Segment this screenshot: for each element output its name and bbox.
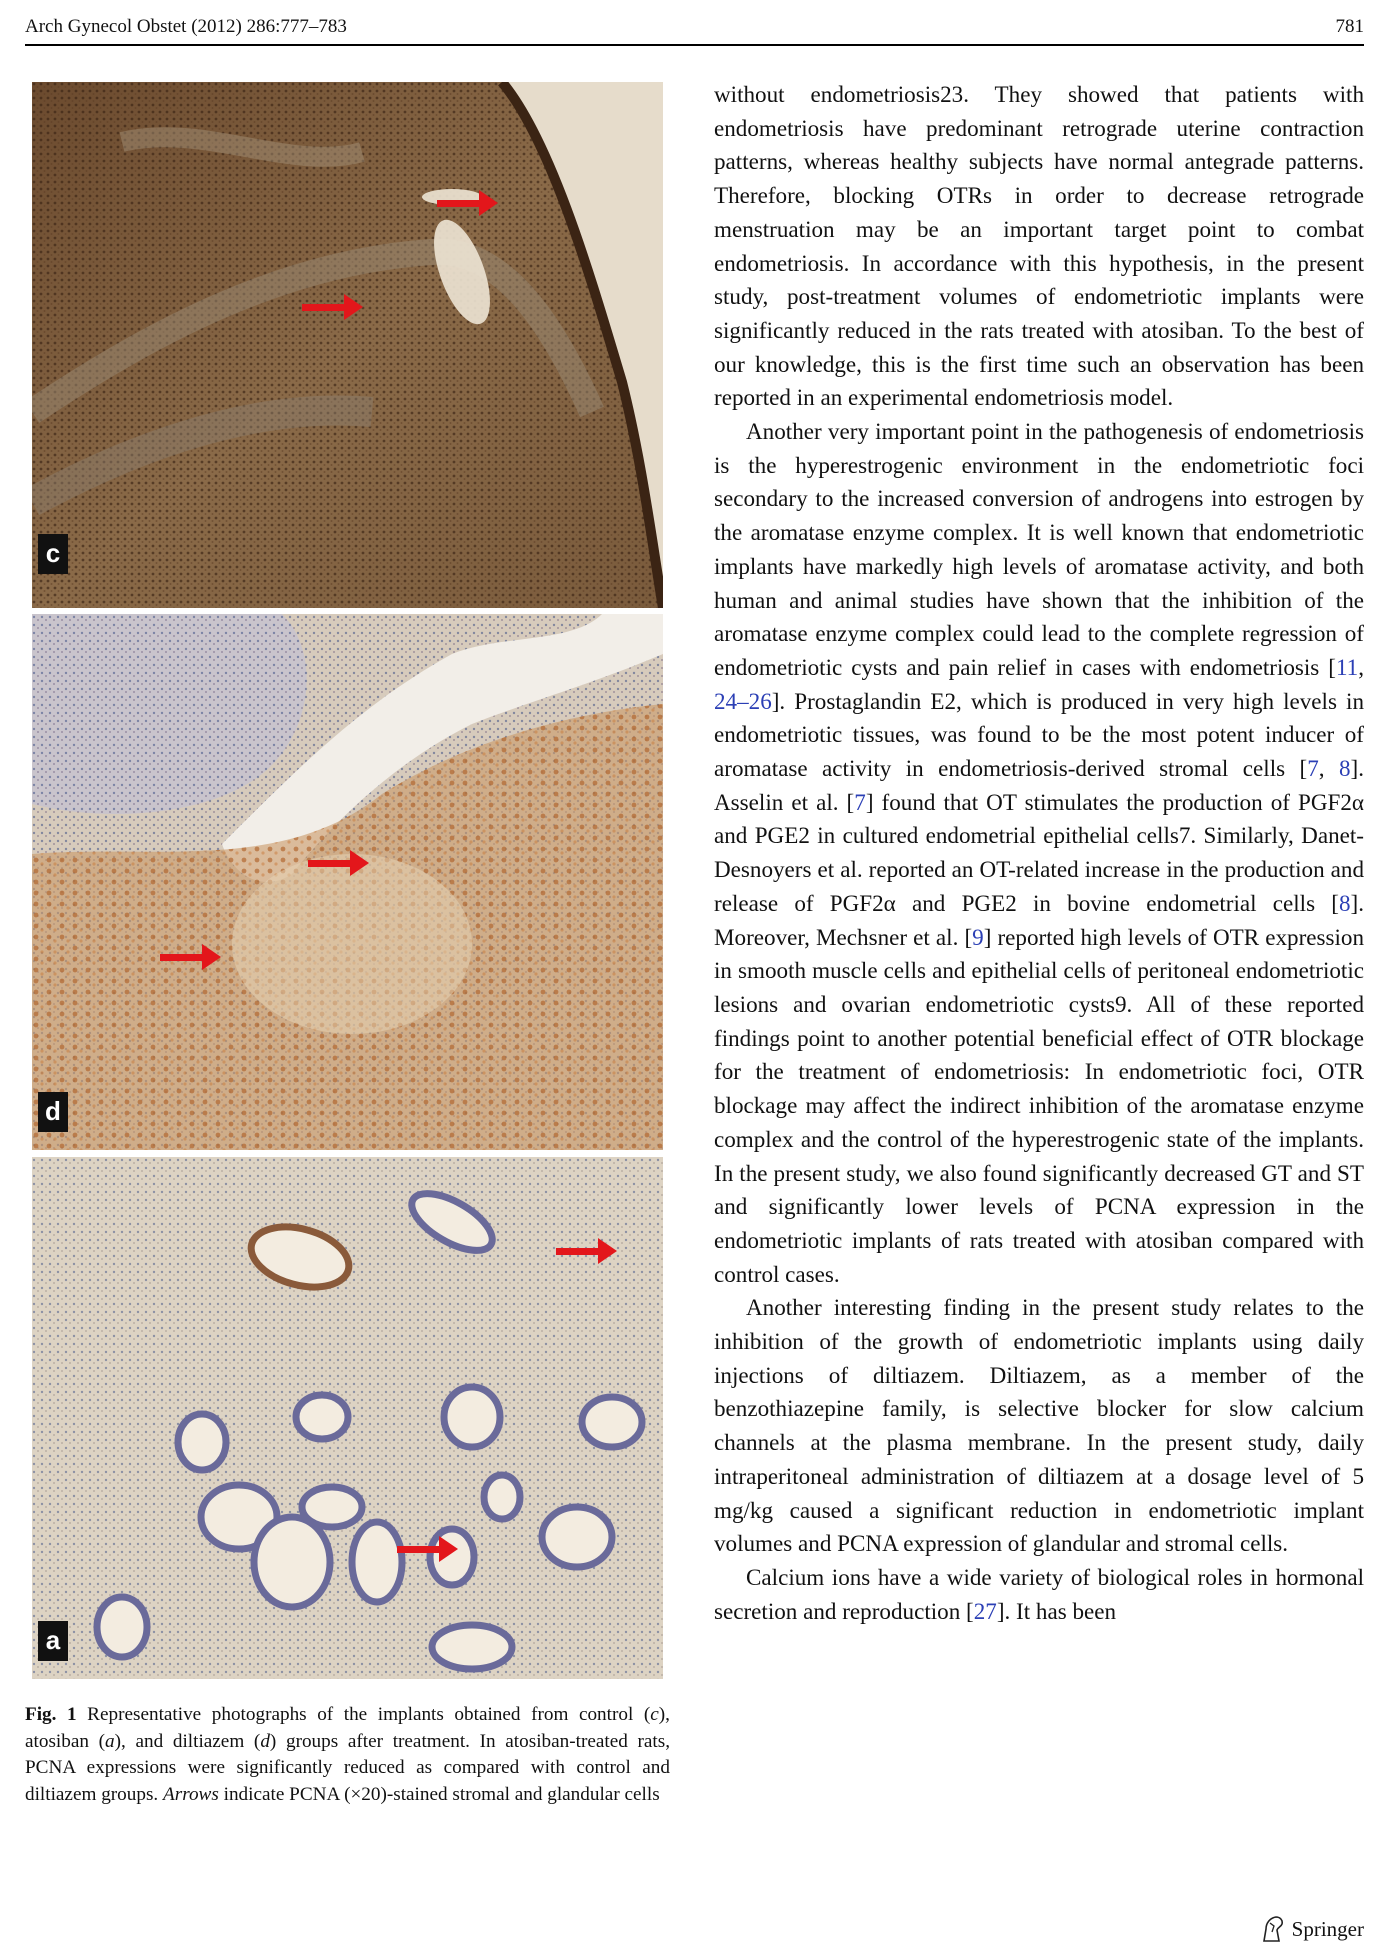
panel-label-c: c bbox=[38, 534, 68, 574]
caption-italic: a bbox=[105, 1730, 115, 1752]
springer-horse-icon bbox=[1260, 1915, 1286, 1943]
paragraph-1: without endometriosis23. They showed that patients with endometriosis have predominant retrograde uterine contraction patterns, whereas healthy subjects have normal antegrade patterns. Therefore, blocking OTRs in order to decrease retrograde menstruation may be an important target point to combat endometriosis. In accordance with this hypothesis, in the present study, post-treatment volumes of endometriotic implants were significantly reduced in the rats treated with atosiban. To the best of our knowledge, this is the first time such an observation has been reported in an experimental endometriosis model. bbox=[714, 81, 1364, 411]
figure-caption bbox=[25, 1702, 670, 1808]
publisher-logo bbox=[1260, 1912, 1364, 1946]
caption-italic: Arrows bbox=[163, 1783, 219, 1805]
citation-link[interactable]: 9 bbox=[972, 923, 984, 950]
caption-text: indicate PCNA (×20)-stained stromal and glandular cells bbox=[218, 1783, 660, 1805]
text-run: ]. Asselin et al. [ bbox=[714, 755, 1365, 815]
header-rule bbox=[25, 44, 1364, 46]
caption-text: Representative photographs of the implants obtained from control ( bbox=[76, 1704, 651, 1725]
text-run: ] reported high levels of OTR expression in smooth muscle cells and epithelial cells of peritoneal endometriotic lesions and ovarian endometriotic cysts9. All of these reported findings point to another potential beneficial effect of OTR blockage for the treatment of endometriosis: In endometriotic foci, OTR blockage may affect the indirect inhibition of the aromatase enzyme complex and the control of the hyperestrogenic state of the implants. In the present study, we also found significantly decreased GT and ST and significantly lower levels of PCNA expression in the endometriotic implants of rats treated with atosiban compared with control cases. bbox=[714, 923, 1364, 1287]
caption-italic: d bbox=[260, 1730, 270, 1752]
micrograph-diltiazem-image bbox=[32, 614, 663, 1150]
caption-label: Fig. 1 bbox=[25, 1704, 77, 1725]
paragraph-4 bbox=[714, 1561, 1364, 1628]
running-head bbox=[25, 10, 1364, 44]
text-run: ]. It has been bbox=[996, 1597, 1117, 1624]
panel-a-micrograph bbox=[32, 1157, 663, 1679]
paragraph-2 bbox=[714, 415, 1364, 1291]
text-run: , bbox=[1318, 755, 1339, 782]
text-run: , bbox=[1358, 653, 1364, 680]
citation-link[interactable]: 7 bbox=[854, 788, 866, 815]
citation-link[interactable]: 11 bbox=[1335, 653, 1359, 680]
citation-link[interactable]: 8 bbox=[1339, 755, 1351, 782]
publisher-name: Springer bbox=[1291, 1917, 1364, 1941]
body-column-right bbox=[714, 78, 1364, 1628]
journal-citation: Arch Gynecol Obstet (2012) 286:777–783 bbox=[25, 16, 347, 37]
page-number: 781 bbox=[1335, 16, 1364, 37]
caption-text: ) groups after treatment. In atosiban-treated rats, PCNA expressions were significantly reduced as compared with control and diltiazem groups. bbox=[25, 1730, 670, 1805]
text-run: ]. Moreover, Mechsner et al. [ bbox=[714, 889, 1364, 950]
citation-link[interactable]: 8 bbox=[1338, 889, 1351, 916]
micrograph-atosiban-image bbox=[32, 1157, 663, 1679]
paragraph-3: Another interesting finding in the present study relates to the inhibition of the growth of endometriotic implants using daily injections of diltiazem. Diltiazem, as a member of the benzothiazepine family, is selective blocker for slow calcium channels at the plasma membrane. In the present study, daily intraperitoneal administration of diltiazem at a dosage level of 5 mg/kg caused a significant reduction in endometriotic implant volumes and PCNA expression of glandular and stromal cells. bbox=[714, 1294, 1364, 1557]
micrograph-control-image bbox=[32, 82, 663, 608]
caption-text: ), and diltiazem ( bbox=[114, 1730, 261, 1752]
panel-label-a: a bbox=[38, 1621, 68, 1661]
panel-label-d: d bbox=[38, 1092, 68, 1132]
text-run: Another very important point in the pathogenesis of endometriosis is the hyperestrogenic environment in the endometriotic foci secondary to the increased conversion of androgens into estrogen by the aromatase enzyme complex. It is well known that endometriotic implants have markedly high levels of aromatase activity, and both human and animal studies have shown that the inhibition of the aromatase enzyme complex could lead to the complete regression of endometriotic cysts and pain relief in cases with endometriosis [ bbox=[714, 418, 1364, 680]
citation-link[interactable]: 7 bbox=[1307, 755, 1319, 782]
citation-link[interactable]: 27 bbox=[973, 1597, 997, 1624]
caption-italic: c bbox=[650, 1704, 659, 1725]
text-run: ]. Prostaglandin E2, which is produced in very high levels in endometriotic tissues, was found to be the most potent inducer of aromatase activity in endometriosis-derived stromal cells [ bbox=[714, 687, 1364, 782]
panel-c-micrograph bbox=[32, 82, 663, 608]
caption-text: ), atosiban ( bbox=[25, 1704, 670, 1752]
panel-d-micrograph bbox=[32, 614, 663, 1150]
citation-link[interactable]: 24–26 bbox=[714, 687, 772, 714]
text-run: Calcium ions have a wide variety of biological roles in hormonal secretion and reproduction [ bbox=[714, 1563, 1364, 1624]
text-run: ] found that OT stimulates the production of PGF2α and PGE2 in cultured endometrial epithelial cells7. Similarly, Danet-Desnoyers et al. reported an OT-related increase in the production and release of PGF2α and PGE2 in bovine endometrial cells [ bbox=[714, 788, 1365, 916]
